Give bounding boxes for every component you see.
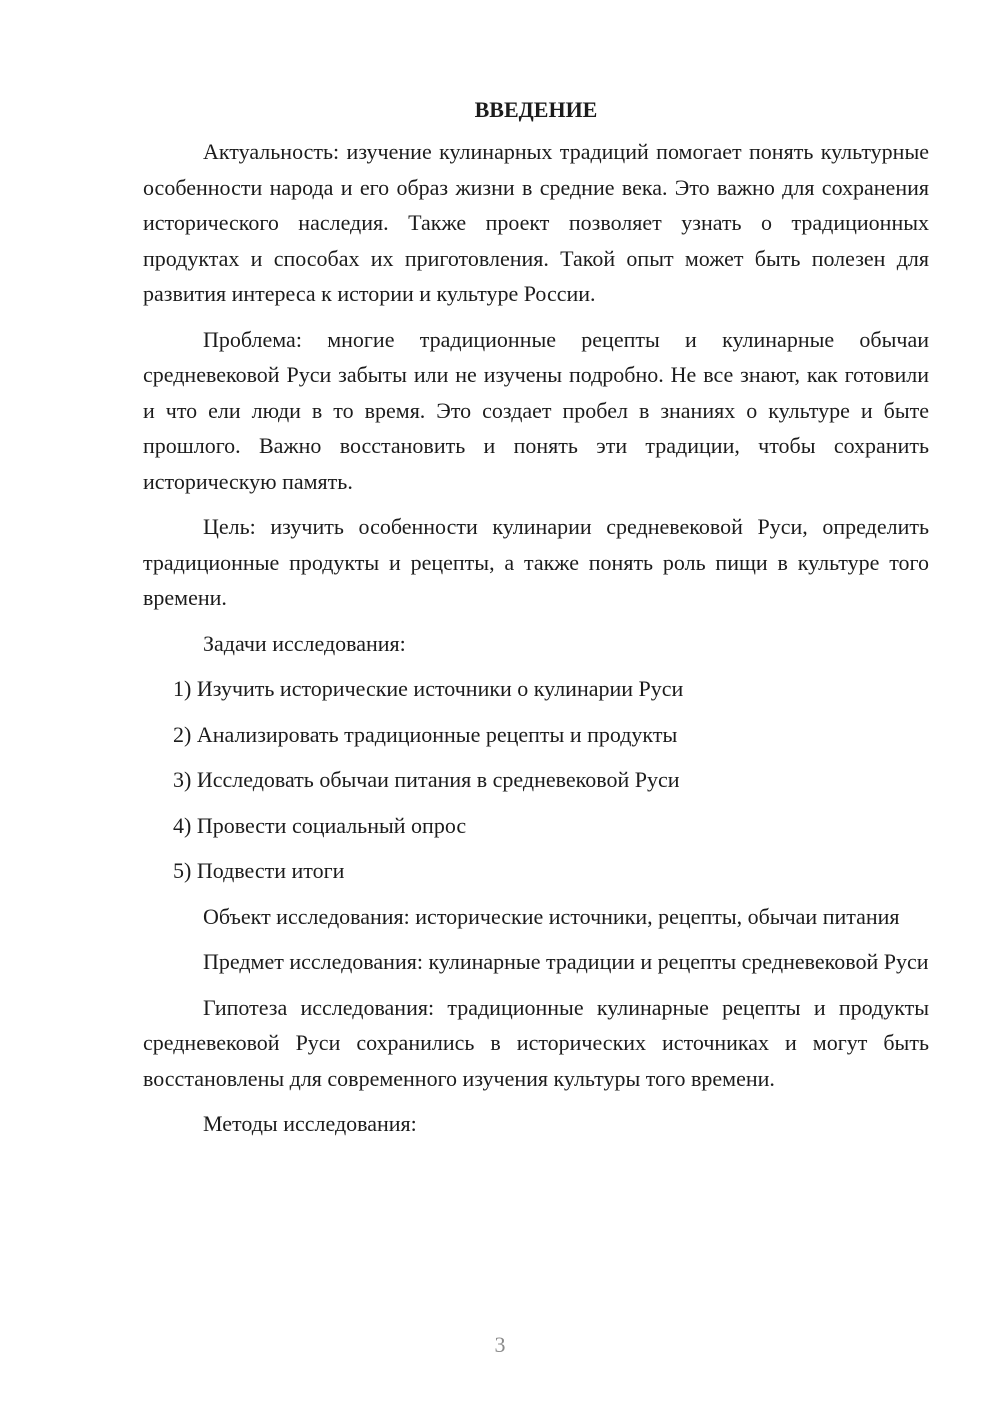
task-item: 4) Провести социальный опрос: [173, 812, 467, 838]
object-paragraph: Объект исследования: исторические источники, рецепты, обычаи питания: [203, 903, 900, 929]
document-page: [143, 94, 929, 1152]
methods-heading: Методы исследования:: [203, 1111, 417, 1136]
task-item: 2) Анализировать традиционные рецепты и продукты: [173, 721, 678, 747]
tasks-heading: Задачи исследования:: [203, 630, 406, 656]
task-item: 5) Подвести итоги: [173, 858, 345, 883]
problem-paragraph: Проблема: многие традиционные рецепты и кулинарные обычаи средневековой Руси забыты или не изучены подробно. Не все знают, как готовили и что ели люди в то время. Это создает пробел в знаниях о культуре и быте прошлого. Важно восстановить и понять эти традиции, чтобы сохранить историческую память.: [143, 326, 929, 494]
relevance-paragraph: Актуальность: изучение кулинарных традиций помогает понять культурные особенности народа и его образ жизни в средние века. Это важно для сохранения исторического наследия. Также проект позволяет узнать о традиционных продуктах и способах их приготовления. Такой опыт может быть полезен для развития интереса к истории и культуре России.: [143, 139, 929, 306]
section-title: ВВЕДЕНИЕ: [474, 97, 598, 122]
task-item: 1) Изучить исторические источники о кулинарии Руси: [173, 676, 684, 701]
subject-paragraph: Предмет исследования: кулинарные традиции и рецепты средневековой Руси: [203, 949, 929, 974]
goal-paragraph: Цель: изучить особенности кулинарии средневековой Руси, определить традиционные продукты и рецепты, а также понять роль пищи в культуре того времени.: [143, 514, 929, 610]
hypothesis-paragraph: Гипотеза исследования: традиционные кулинарные рецепты и продукты средневековой Руси сохранились в исторических источниках и могут быть восстановлены для современного изучения культуры того времени.: [143, 994, 929, 1091]
tasks-list: [143, 671, 929, 889]
task-item: 3) Исследовать обычаи питания в средневековой Руси: [173, 767, 680, 792]
page-number: 3: [494, 1332, 506, 1357]
